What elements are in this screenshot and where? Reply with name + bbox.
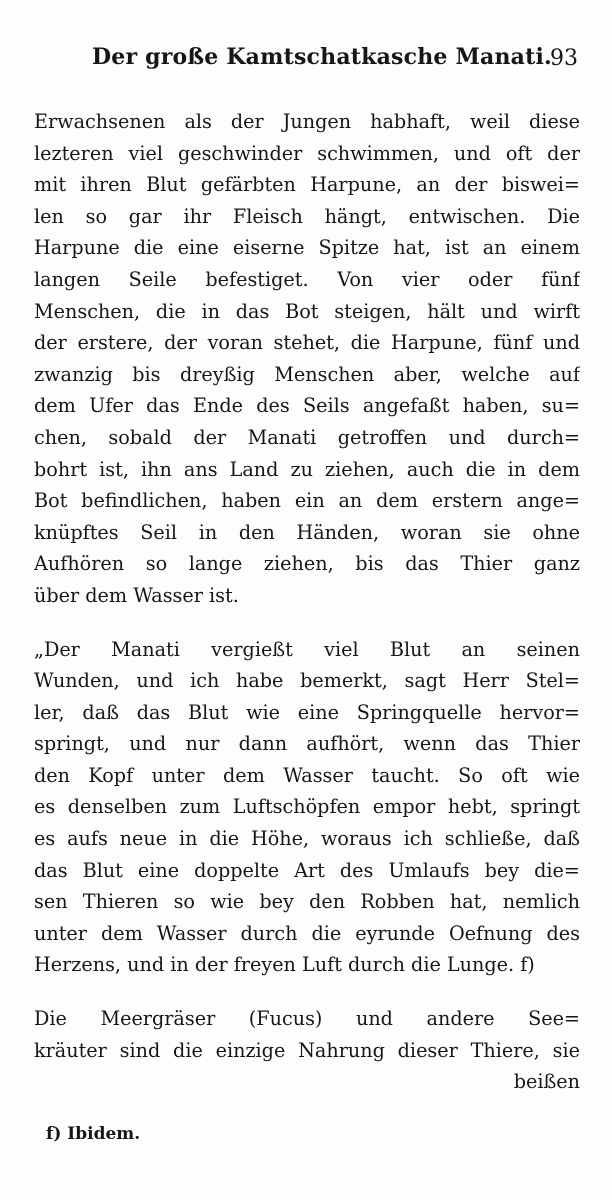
text-line: Harpune die eine eiserne Spitze hat, ist an einem <box>34 236 580 260</box>
text-line: springt, und nur dann aufhört, wenn das Thier <box>34 732 580 756</box>
text-line: kräuter sind die einzige Nahrung dieser Thiere, sie <box>34 1038 580 1062</box>
text-line: beißen <box>513 1070 580 1094</box>
text-line: bohrt ist, ihn ans Land zu ziehen, auch die in dem <box>34 457 580 481</box>
text-line: „Der Manati vergießt viel Blut an seinen <box>34 637 580 661</box>
body-text <box>34 106 580 1120</box>
text-line: sen Thieren so wie bey den Robben hat, nemlich <box>34 890 580 914</box>
text-line: langen Seile befestiget. Von vier oder fünf <box>34 267 580 291</box>
page-header <box>92 40 584 80</box>
text-line: Wunden, und ich habe bemerkt, sagt Herr Stel= <box>34 669 580 693</box>
page-number: 93 <box>550 46 578 71</box>
text-line: Die Meergräser (Fucus) und andere See= <box>34 1007 580 1031</box>
footnote: f) Ibidem. <box>46 1124 141 1144</box>
text-line: der erstere, der voran stehet, die Harpune, fünf und <box>34 331 580 355</box>
text-line: den Kopf unter dem Wasser taucht. So oft wie <box>34 763 580 787</box>
text-line: ler, daß das Blut wie eine Springquelle hervor= <box>34 700 580 724</box>
text-line: len so gar ihr Fleisch hängt, entwischen. Die <box>34 204 580 228</box>
text-line: über dem Wasser ist. <box>34 583 239 607</box>
text-line: unter dem Wasser durch die eyrunde Oefnung des <box>34 921 580 945</box>
text-line: dem Ufer das Ende des Seils angefaßt haben, su= <box>34 394 580 418</box>
text-line: Erwachsenen als der Jungen habhaft, weil diese <box>34 110 580 133</box>
text-line: es denselben zum Luftschöpfen empor hebt, springt <box>34 795 580 819</box>
text-line: Aufhören so lange ziehen, bis das Thier ganz <box>34 552 580 576</box>
text-line: chen, sobald der Manati getroffen und durch= <box>34 425 580 449</box>
text-line: Menschen, die in das Bot steigen, hält und wirft <box>34 299 580 323</box>
text-line: das Blut eine doppelte Art des Umlaufs bey die= <box>34 858 580 882</box>
text-line: es aufs neue in die Höhe, woraus ich schließe, daß <box>34 827 580 851</box>
running-head: Der große Kamtschatkasche Manati. <box>92 44 552 70</box>
text-line: lezteren viel geschwinder schwimmen, und oft der <box>34 141 580 165</box>
text-line: Herzens, und in der freyen Luft durch die Lunge. f) <box>34 953 535 977</box>
text-line: zwanzig bis dreyßig Menschen aber, welche auf <box>34 362 580 386</box>
paragraph <box>34 1003 580 1098</box>
text-line: mit ihren Blut gefärbten Harpune, an der biswei= <box>34 173 580 197</box>
text-line: knüpftes Seil in den Händen, woran sie ohne <box>34 520 580 544</box>
paragraph <box>34 106 580 612</box>
text-line: Bot befindlichen, haben ein an dem erstern ange= <box>34 489 580 513</box>
paragraph <box>34 634 580 982</box>
